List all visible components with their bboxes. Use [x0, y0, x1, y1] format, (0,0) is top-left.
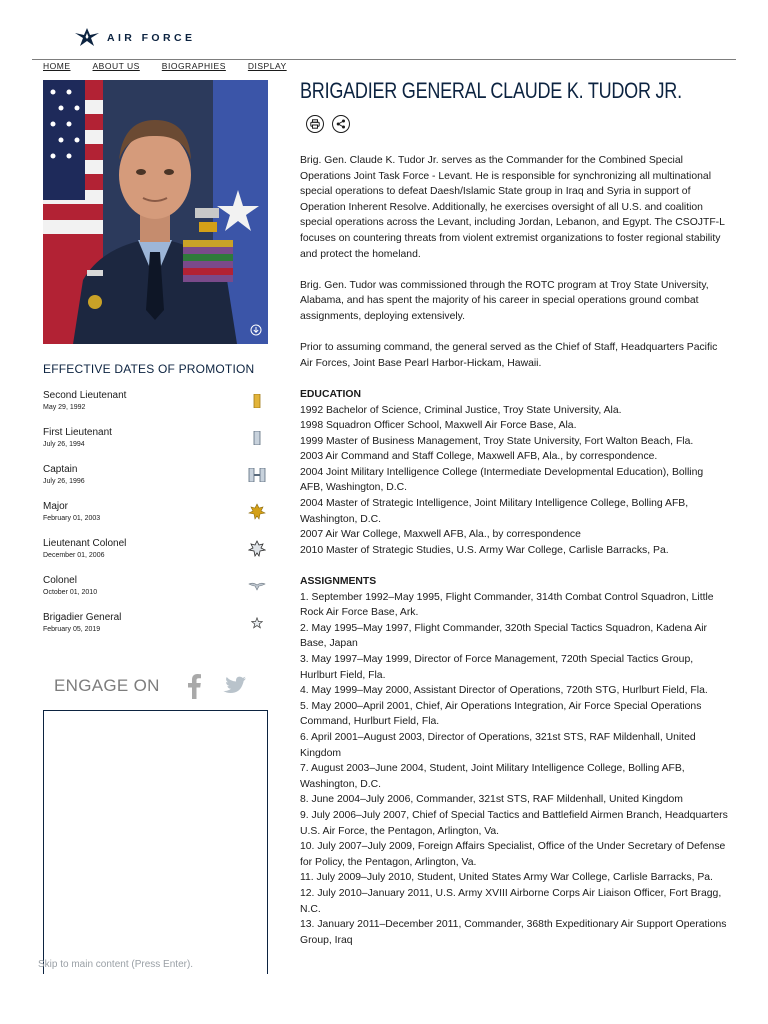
engage-on-label: ENGAGE ON	[54, 676, 160, 695]
assignment-item: 8. June 2004–July 2006, Commander, 321st STS, RAF Mildenhall, United Kingdom	[300, 794, 683, 806]
site-header	[0, 0, 768, 60]
silver-oak-leaf-icon	[246, 540, 268, 558]
promotion-item	[43, 389, 268, 426]
print-button[interactable]	[306, 115, 324, 133]
promotion-date: February 05, 2019	[43, 626, 101, 633]
promotion-dates-heading: EFFECTIVE DATES OF PROMOTION	[43, 362, 255, 376]
promotion-date: May 29, 1992	[43, 404, 86, 411]
assignment-item: 11. July 2009–July 2010, Student, United States Army War College, Carlisle Barracks, Pa.	[300, 872, 713, 884]
education-heading: EDUCATION	[300, 388, 361, 400]
biography-content	[300, 153, 728, 948]
education-item: 1999 Master of Business Management, Troy State University, Fort Walton Beach, Fla.	[300, 435, 694, 447]
education-item: 2003 Air Command and Staff College, Maxwell AFB, Ala., by correspondence.	[300, 451, 658, 463]
assignment-item: 2. May 1995–May 1997, Flight Commander, 320th Special Tactics Squadron, Kadena Air Base, Japan	[300, 622, 708, 650]
assignment-item: 4. May 1999–May 2000, Assistant Director of Operations, 720th STG, Hurlburt Field, Fla.	[300, 685, 708, 697]
assignment-item: 9. July 2006–July 2007, Chief of Special Tactics and Battlefield Airmen Branch, Headquarters U.S. Air Force, the Pentagon, Arlington, Va.	[300, 809, 728, 837]
eagle-icon	[246, 577, 268, 595]
portrait-image	[43, 80, 268, 344]
promotion-rank: Colonel	[43, 575, 77, 586]
promotion-item	[43, 611, 268, 648]
education-item: 2004 Master of Strategic Intelligence, Joint Military Intelligence College, Bolling AFB, Washington, D.C.	[300, 498, 689, 525]
facebook-icon[interactable]	[186, 673, 202, 699]
nav-home[interactable]: HOME	[43, 61, 71, 71]
assignment-item: 1. September 1992–May 1995, Flight Commander, 314th Combat Control Squadron, Little Rock Air Force Base, Ark.	[300, 591, 714, 619]
print-icon	[310, 119, 320, 129]
promotion-date: February 01, 2003	[43, 515, 101, 522]
promotion-item	[43, 426, 268, 463]
nav-display[interactable]: DISPLAY	[247, 61, 287, 71]
bio-paragraph: Brig. Gen. Claude K. Tudor Jr. serves as the Commander for the Combined Special Operations Joint Task Force - Levant. He is responsible for synchronizing all multinational special operations to defeat Daesh/Islamic State group in Iraq and Syria in support of Operation Inherent Resolve. Additionally, he exercises oversight of all U.S. and coalition special operations across the Levant, including Jordan, Lebanon, and Egypt. The CSOJTF-L focuses on countering threats from violent extremist organizations to foster regional stability and protect the homeland.	[300, 155, 725, 260]
promotion-rank: Captain	[43, 464, 78, 475]
air-force-wings-icon	[74, 26, 100, 50]
promotion-date: October 01, 2010	[43, 589, 98, 596]
main-nav	[43, 61, 309, 71]
air-force-logo[interactable]	[74, 26, 195, 50]
education-item: 1992 Bachelor of Science, Criminal Justice, Troy State University, Ala.	[300, 404, 622, 416]
assignment-item: 13. January 2011–December 2011, Commander, 368th Expeditionary Air Support Operations Group, Iraq	[300, 919, 727, 946]
promotion-item	[43, 463, 268, 500]
promotion-item	[43, 500, 268, 537]
twitter-icon[interactable]	[222, 676, 246, 696]
promotion-rank: Brigadier General	[43, 612, 122, 623]
promotion-date: December 01, 2006	[43, 552, 105, 559]
silver-bar-icon	[246, 429, 268, 447]
share-icon	[336, 119, 346, 129]
promotion-date: July 26, 1996	[43, 478, 85, 485]
double-bar-icon	[246, 466, 268, 484]
education-item: 2004 Joint Military Intelligence College (Intermediate Developmental Education), Bolling AFB, Washington, D.C.	[300, 466, 704, 494]
header-divider	[32, 59, 736, 60]
promotion-rank: Lieutenant Colonel	[43, 538, 127, 549]
nav-biographies[interactable]: BIOGRAPHIES	[161, 61, 226, 71]
bio-paragraph: Brig. Gen. Tudor was commissioned through the ROTC program at Troy State University, Alabama, and has spent the majority of his career in special operations ground combat assignments, deploying extensively.	[300, 279, 709, 322]
education-item: 1998 Squadron Officer School, Maxwell Air Force Base, Ala.	[300, 420, 577, 432]
share-button[interactable]	[332, 115, 350, 133]
nav-about-us[interactable]: ABOUT US	[92, 61, 140, 71]
assignments-list	[300, 590, 728, 949]
gold-bar-icon	[246, 392, 268, 410]
star-icon	[246, 614, 268, 632]
assignment-item: 10. July 2007–July 2009, Foreign Affairs Specialist, Office of the Under Secretary of Defense for Policy, the Pentagon, Arlington, Va.	[300, 841, 726, 868]
assignment-item: 3. May 1997–May 1999, Director of Force Management, 720th Special Tactics Group, Hurlburt Field, Fla.	[300, 654, 694, 681]
education-list	[300, 403, 728, 559]
promotion-rank: Second Lieutenant	[43, 390, 127, 401]
download-icon[interactable]	[250, 324, 262, 336]
share-actions	[306, 115, 358, 133]
promotion-list	[43, 389, 268, 648]
social-feed-embed[interactable]	[43, 710, 268, 974]
assignment-item: 5. May 2000–April 2001, Chief, Air Operations Integration, Air Force Special Operations Command, Hurlburt Field, Fla.	[300, 700, 702, 728]
promotion-item	[43, 537, 268, 574]
gold-oak-leaf-icon	[246, 503, 268, 521]
official-portrait[interactable]	[43, 80, 268, 344]
education-item: 2007 Air War College, Maxwell AFB, Ala., by correspondence	[300, 529, 581, 541]
education-item: 2010 Master of Strategic Studies, U.S. Army War College, Carlisle Barracks, Pa.	[300, 544, 669, 556]
bio-paragraph: Prior to assuming command, the general served as the Chief of Staff, Headquarters Pacific Air Forces, Joint Base Pearl Harbor-Hickam, Hawaii.	[300, 342, 718, 369]
assignment-item: 6. April 2001–August 2003, Director of Operations, 321st STS, RAF Mildenhall, United Kingdom	[300, 731, 696, 759]
brand-name: AIR FORCE	[107, 32, 196, 44]
promotion-rank: First Lieutenant	[43, 427, 112, 438]
promotion-date: July 26, 1994	[43, 441, 85, 448]
promotion-item	[43, 574, 268, 611]
assignment-item: 7. August 2003–June 2004, Student, Joint Military Intelligence College, Bolling AFB, Washington, D.C.	[300, 763, 685, 790]
assignments-heading: ASSIGNMENTS	[300, 576, 377, 588]
assignment-item: 12. July 2010–January 2011, U.S. Army XVIII Airborne Corps Air Liaison Officer, Fort Bragg, N.C.	[300, 887, 722, 915]
page-title: BRIGADIER GENERAL CLAUDE K. TUDOR JR.	[300, 78, 682, 103]
skip-to-main-content-link[interactable]: Skip to main content (Press Enter).	[38, 959, 194, 970]
promotion-rank: Major	[43, 501, 69, 512]
